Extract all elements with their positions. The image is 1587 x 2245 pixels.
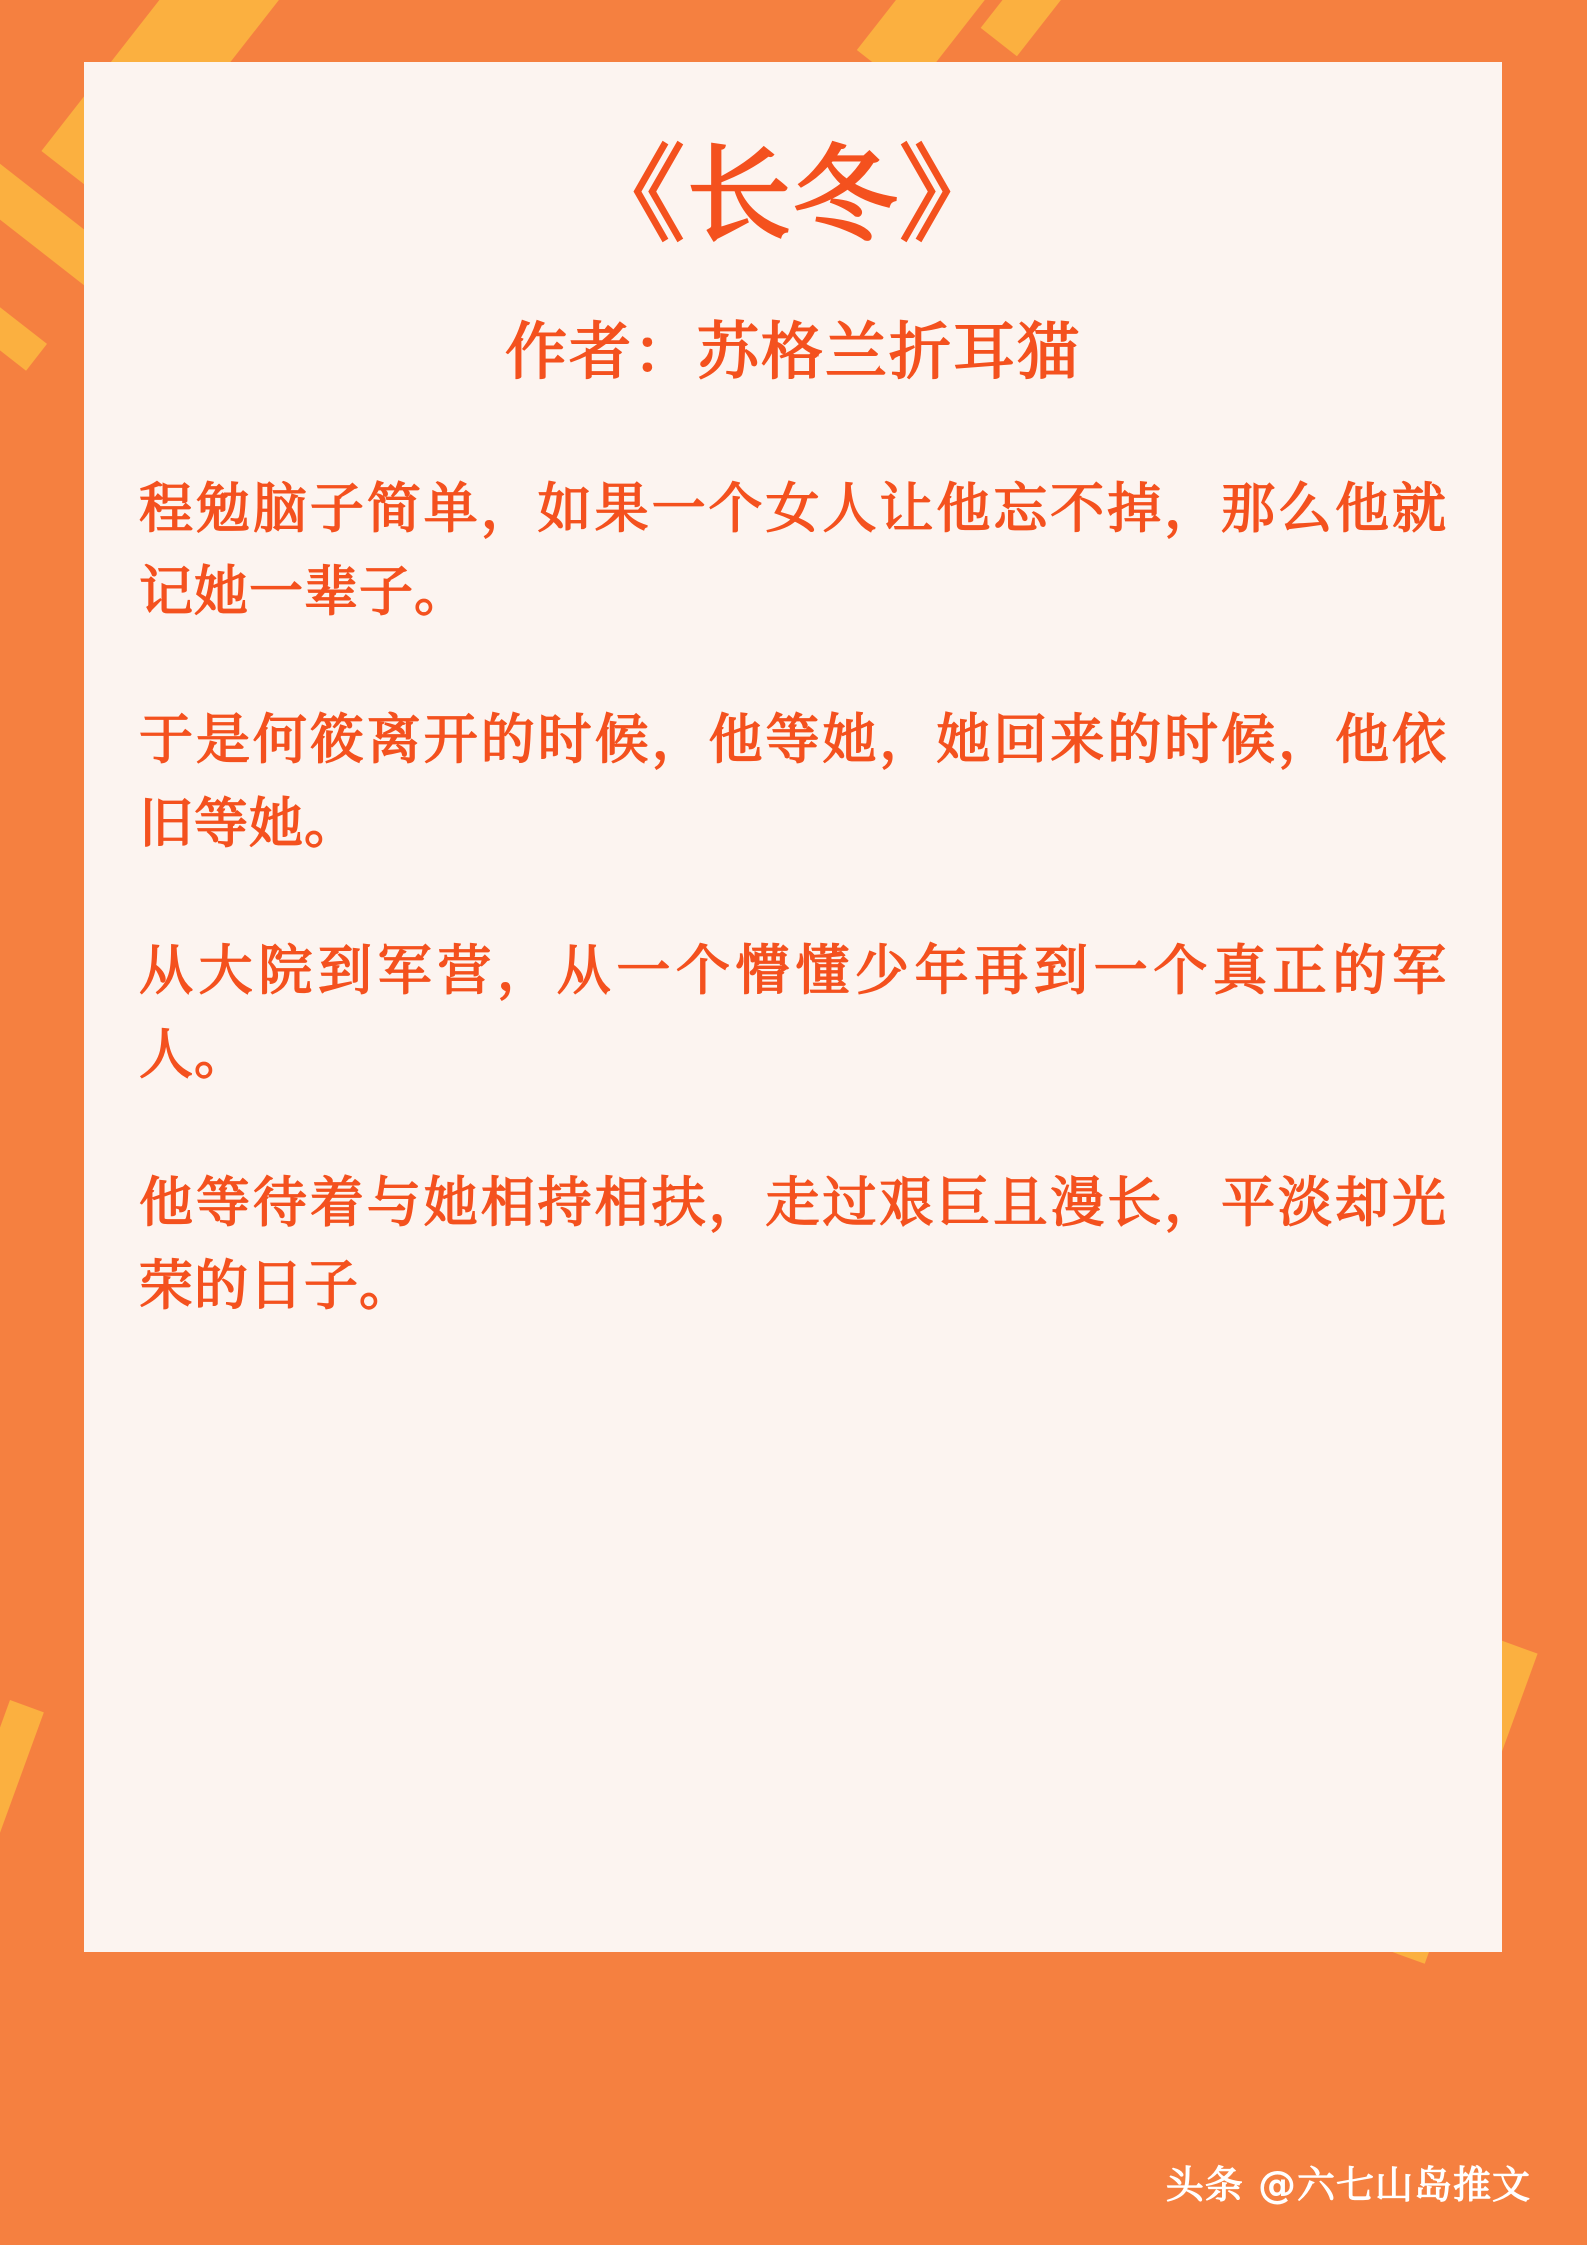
footer-watermark: 头条 @六七山岛推文 bbox=[1165, 2163, 1531, 2207]
decorative-ribbon bbox=[981, 0, 1227, 56]
synopsis-paragraph: 他等待着与她相持相扶，走过艰巨且漫长，平淡却光荣的日子。 bbox=[139, 1170, 1447, 1318]
synopsis-body bbox=[139, 467, 1447, 1329]
decorative-ribbon bbox=[0, 190, 47, 371]
synopsis-paragraph: 于是何筱离开的时候，他等她，她回来的时候，他依旧等她。 bbox=[139, 707, 1447, 855]
synopsis-paragraph: 程勉脑子简单，如果一个女人让他忘不掉，那么他就记她一辈子。 bbox=[139, 476, 1447, 624]
content-card bbox=[84, 62, 1502, 1952]
decorative-ribbon bbox=[0, 1700, 44, 1994]
synopsis-paragraph: 从大院到军营，从一个懵懂少年再到一个真正的军人。 bbox=[139, 939, 1447, 1087]
author-line: 作者：苏格兰折耳猫 bbox=[504, 315, 1081, 388]
book-title: 《长冬》 bbox=[580, 134, 1005, 256]
